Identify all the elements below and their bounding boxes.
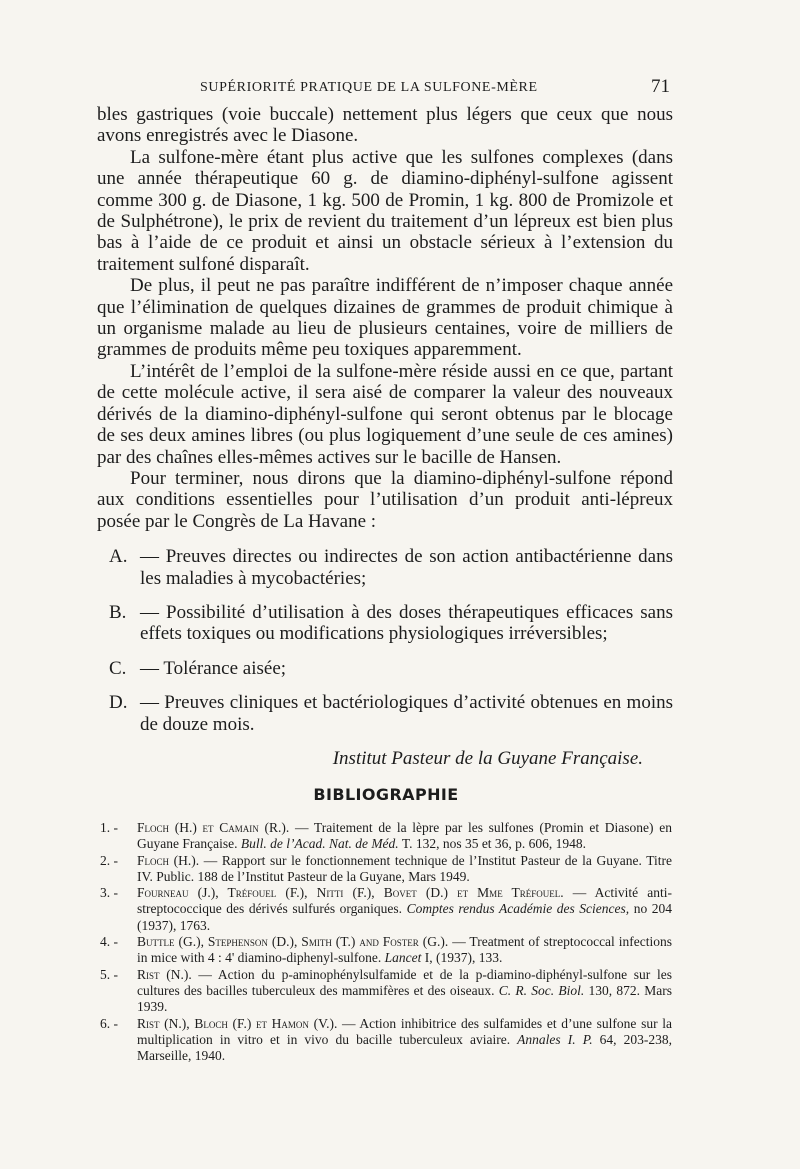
condition-letter: B. [109, 601, 127, 623]
reference-item [100, 967, 672, 1016]
bibliography-title: BIBLIOGRAPHIE [313, 785, 459, 804]
reference-authors: Floch (H.) et Camain (R.). [137, 820, 290, 835]
reference-text: — Action inhibitrice des sulfamides et d’une sulfone sur la multiplication in vitro et in vivo du bacille tuberculeux aviaire. [137, 1015, 672, 1047]
reference-authors: Fourneau (J.), Tréfouel (F.), Nitti (F.), Bovet (D.) et Mme Tréfouel. [137, 885, 564, 901]
reference-authors: Rist (N.). [137, 966, 192, 982]
reference-text: — Rapport sur le fonctionnement technique de l’Institut Pasteur de la Guyane. Titre IV. Public. 188 de l’Institut Pasteur de la Guyane, Mars 1949. [137, 852, 672, 884]
reference-journal: Lancet [384, 950, 422, 966]
reference-number: 3. - [100, 885, 118, 901]
running-head [100, 76, 672, 100]
reference-journal: C. R. Soc. Biol. [498, 982, 585, 998]
condition-text: — Possibilité d’utilisation à des doses thérapeutiques efficaces sans effets toxiques ou modifications physiologiques irréversibles; [140, 601, 673, 645]
reference-text: — Activité anti-streptococcique des dérivés sulfurés organiques. [137, 885, 672, 917]
condition-text: — Tolérance aisée; [140, 657, 287, 679]
reference-item [100, 1016, 672, 1065]
paragraph: De plus, il peut ne pas paraître indifférent de n’imposer chaque année que l’élimination de quelques dizaines de grammes de produit chimique à un organisme malade au lieu de plusieurs centaines, voire de milliers de grammes de produits même peu toxiques apparemment. [97, 275, 673, 361]
reference-item [100, 820, 672, 853]
condition-item [97, 658, 673, 679]
reference-text: — Action du p-aminophénylsulfamide et de la p-diamino-diphényl-sulfone sur les cultures des bacilles tuberculeux des mammifères et des oiseaux. [137, 966, 673, 998]
reference-text: — Treatment of streptococcal infections in mice with 4 : 4' diamino-diphenyl-sulfone. [137, 934, 672, 966]
reference-text: — Traitement de la lèpre par les sulfones (Promin et Diasone) en Guyane Française. [137, 820, 672, 852]
conditions-list [97, 546, 673, 735]
bibliography-list [100, 820, 672, 1064]
reference-number: 5. - [100, 966, 118, 982]
running-head-title: SUPÉRIORITÉ PRATIQUE DE LA SULFONE-MÈRE [200, 80, 538, 95]
body-text [97, 104, 673, 769]
reference-number: 6. - [100, 1015, 118, 1031]
condition-item [97, 602, 673, 645]
reference-tail: T. 132, nos 35 et 36, p. 606, 1948. [398, 836, 587, 852]
paragraph: bles gastriques (voie buccale) nettement plus légers que ceux que nous avons enregistrés avec le Diasone. [97, 104, 673, 147]
reference-number: 2. - [100, 852, 118, 868]
condition-letter: A. [109, 546, 128, 568]
reference-authors: Buttle (G.), Stephenson (D.), Smith (T.) and Foster (G.). [137, 934, 449, 950]
condition-item [97, 692, 673, 735]
condition-letter: D. [109, 692, 128, 714]
reference-journal: Annales I. P. [517, 1031, 593, 1047]
reference-item [100, 885, 672, 934]
reference-tail: 130, 872. Mars 1939. [137, 982, 672, 1015]
condition-text: — Preuves directes ou indirectes de son action antibactérienne dans les maladies à mycobactéries; [140, 546, 673, 589]
reference-journal: Comptes rendus Académie des Sciences, [406, 901, 630, 917]
reference-journal: Bull. de l’Acad. Nat. de Méd. [240, 836, 399, 852]
reference-number: 1. - [100, 820, 118, 835]
reference-authors: Floch (H.). [137, 852, 200, 868]
reference-tail: I, (1937), 133. [421, 950, 503, 966]
reference-number: 4. - [100, 934, 118, 950]
reference-item [100, 934, 672, 967]
condition-text: — Preuves cliniques et bactériologiques d’activité obtenues en moins de douze mois. [140, 692, 673, 735]
reference-authors: Rist (N.), Bloch (F.) et Hamon (V.). [137, 1015, 338, 1031]
institution-signature: Institut Pasteur de la Guyane Française. [332, 747, 643, 769]
reference-item [100, 853, 672, 886]
reference-tail: 64, 203-238, Marseille, 1940. [137, 1031, 672, 1064]
paragraph: L’intérêt de l’emploi de la sulfone-mère réside aussi en ce que, partant de cette molécule active, il sera aisé de comparer la valeur des nouveaux dérivés de la diamino-diphényl-sulfone qui seront obtenus par le blocage de ses deux amines libres (ou plus logiquement d’une seule de ces amines) par des chaînes elles-mêmes actives sur le bacille de Hansen. [97, 360, 673, 468]
page-number: 71 [651, 76, 670, 97]
reference-tail: no 204 (1937), 1763. [137, 901, 673, 933]
paragraph: La sulfone-mère étant plus active que les sulfones complexes (dans une année thérapeutique 60 g. de diamino-diphényl-sulfone agissent comme 300 g. de Diasone, 1 kg. 500 de Promin, 1 kg. 800 de Promizole et de Sulphétrone), le prix de revient du traitement d’un lépreux est bien plus bas à l’aide de ce produit et ainsi un obstacle sérieux à l’extension du traitement sulfoné disparaît. [97, 146, 673, 275]
condition-item [97, 546, 673, 589]
paragraph: Pour terminer, nous dirons que la diamino-diphényl-sulfone répond aux conditions essentielles pour l’utilisation d’un produit anti-lépreux posée par le Congrès de La Havane : [97, 467, 673, 532]
condition-letter: C. [109, 657, 127, 679]
